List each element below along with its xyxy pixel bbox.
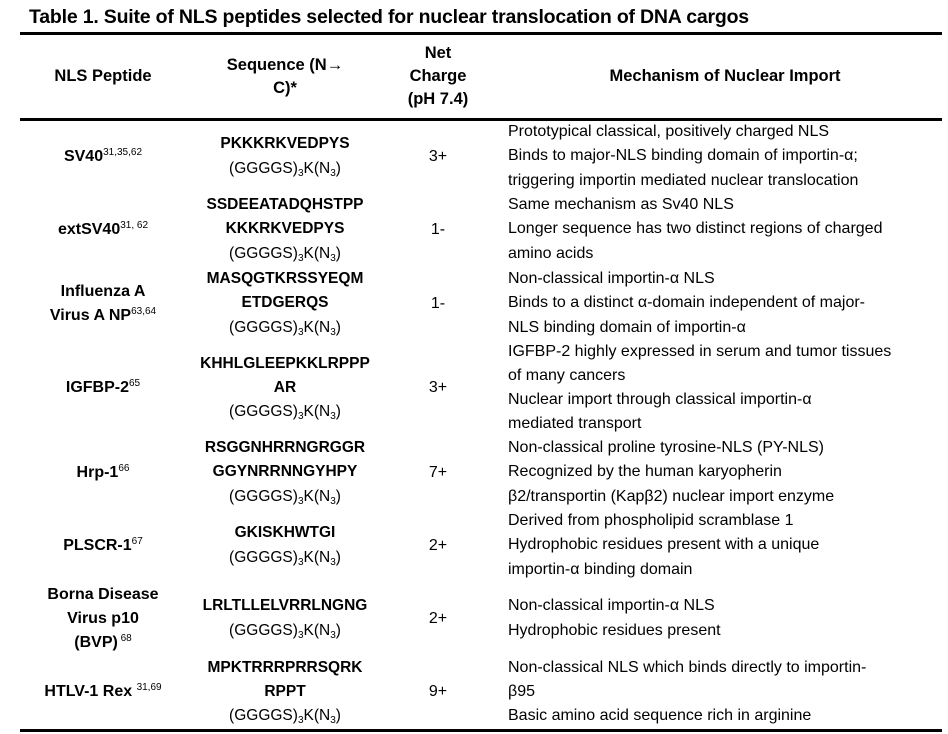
mechanism-line: β2/transportin (Kapβ2) nuclear import enzyme (508, 487, 835, 505)
reference-superscript: 67 (131, 535, 143, 547)
mechanism-line: importin-α binding domain (508, 560, 693, 578)
peptide-name-cell (20, 192, 186, 267)
sequence-cell (186, 121, 384, 192)
mechanism-line: Same mechanism as Sv40 NLS (508, 196, 734, 214)
subscript: 3 (330, 556, 336, 568)
mechanism-cell (508, 121, 942, 192)
table-row (20, 121, 942, 192)
reference-superscript: 31,35,62 (103, 146, 143, 158)
peptide-name-line: Virus p10 (67, 609, 139, 627)
peptide-name-line: (BVP) $^{68}$ (74, 632, 132, 651)
subscript: 3 (330, 629, 336, 641)
reference-superscript: 31, 62 (120, 219, 149, 231)
subscript: 3 (330, 495, 336, 507)
mechanism-cell (508, 655, 942, 729)
net-charge-value: 9+ (428, 683, 448, 700)
net-charge-value: 7+ (428, 463, 448, 481)
peptide-name-cell (20, 582, 186, 655)
subscript: 3 (297, 629, 304, 641)
linker-line: $(GGGGS)_3K(N_3)$ (229, 707, 341, 727)
net-charge-value: 1- (430, 294, 446, 312)
mechanism-line: Binds to a distinct α-domain independent of major- (508, 294, 865, 312)
sequence-cell (186, 192, 384, 267)
sequence-line: MPKTRRRPRRSQRK (207, 658, 363, 676)
peptide-name-line: Borna Disease (47, 585, 159, 603)
sequence-line: GKISKHWTGI (234, 524, 336, 542)
net-charge-cell (384, 192, 492, 267)
sequence-cell (186, 509, 384, 582)
net-charge-value: 2+ (428, 609, 448, 627)
reference-superscript: 31,69 (136, 682, 162, 693)
table-row (20, 509, 942, 582)
sequence-line: KHHLGLEEPKKLRPPP (200, 354, 370, 372)
table-title: Table 1. Suite of NLS peptides selected for nuclear translocation of DNA cargos (29, 6, 749, 28)
table-row (20, 267, 942, 340)
mechanism-cell (508, 267, 942, 340)
header-sequence: Sequence (N→ C)* (226, 55, 344, 97)
mechanism-line: Longer sequence has two distinct regions of charged (508, 220, 883, 238)
net-charge-value: 2+ (428, 536, 448, 554)
sequence-line: LRLTLLELVRRLNGNG (202, 597, 368, 615)
peptide-name-line: SV40$^{31,35,62}$ (63, 146, 143, 165)
mechanism-line: Non-classical importin-α NLS (508, 270, 715, 288)
table-row (20, 192, 942, 267)
sequence-line: AR (273, 378, 297, 396)
sequence-line: PKKKRKVEDPYS (220, 135, 350, 153)
mechanism-line: IGFBP-2 highly expressed in serum and tumor tissues (508, 342, 892, 360)
net-charge-cell (384, 582, 492, 655)
table-row (20, 436, 942, 509)
header-mechanism: Mechanism of Nuclear Import (609, 67, 841, 85)
peptide-name-line: HTLV-1 Rex $^{31,69}$ (44, 682, 162, 700)
linker-line: $(GGGGS)_3K(N_3)$ (229, 403, 341, 423)
table-row (20, 655, 942, 729)
subscript: 3 (297, 252, 304, 264)
header-net-charge: Net Charge (pH 7.4) (407, 44, 469, 108)
peptide-name-cell (20, 121, 186, 192)
peptide-name-line: IGFBP-$2^{65}$ (65, 378, 141, 396)
linker-line: $(GGGGS)_3K(N_3)$ (229, 244, 341, 264)
mechanism-line: amino acids (508, 244, 594, 262)
sequence-line: ETDGERQS (241, 294, 329, 312)
sequence-line: RPPT (264, 682, 306, 700)
mechanism-line: Hydrophobic residues present with a unique (508, 536, 820, 554)
mechanism-line: mediated transport (508, 415, 642, 433)
mechanism-line: β95 (508, 682, 535, 700)
mechanism-cell (508, 582, 942, 655)
peptide-name-cell (20, 340, 186, 436)
reference-superscript: 65 (129, 378, 141, 389)
mechanism-line: Binds to major-NLS binding domain of importin-α; (508, 147, 858, 165)
subscript: 3 (297, 556, 304, 568)
linker-line: $(GGGGS)_3K(N_3)$ (229, 159, 341, 179)
net-charge-cell (384, 267, 492, 340)
net-charge-value: 3+ (428, 379, 448, 396)
reference-superscript: 68 (117, 632, 132, 644)
sequence-line: RSGGNHRRNGRGGR (204, 439, 366, 457)
net-charge-cell (384, 121, 492, 192)
sequence-cell (186, 436, 384, 509)
mechanism-cell (508, 192, 942, 267)
header-peptide: NLS Peptide (54, 67, 152, 85)
table-row (20, 340, 942, 436)
peptide-name-cell (20, 655, 186, 729)
net-charge-cell (384, 509, 492, 582)
net-charge-value: 1- (430, 220, 446, 238)
reference-superscript: 63,64 (131, 305, 157, 317)
sequence-cell (186, 582, 384, 655)
mechanism-cell (508, 340, 942, 436)
mechanism-cell (508, 436, 942, 509)
table-bottom-rule (20, 729, 942, 732)
peptide-name-line: Hrp-$1^{66}$ (76, 462, 130, 481)
sequence-line: KKKRKVEDPYS (225, 220, 345, 238)
subscript: 3 (297, 167, 304, 179)
mechanism-line: Basic amino acid sequence rich in arginine (508, 707, 812, 725)
subscript: 3 (330, 326, 336, 338)
mechanism-line: Non-classical importin-α NLS (508, 597, 715, 615)
sequence-line: GGYNRRNNGYHPY (212, 463, 358, 481)
net-charge-cell (384, 436, 492, 509)
mechanism-line: Non-classical proline tyrosine-NLS (PY-NLS) (508, 439, 824, 457)
mechanism-line: Derived from phospholipid scramblase 1 (508, 512, 794, 530)
net-charge-cell (384, 655, 492, 729)
mechanism-line: triggering importin mediated nuclear translocation (508, 171, 859, 189)
subscript: 3 (297, 715, 304, 727)
subscript: 3 (297, 326, 304, 338)
peptide-name-cell (20, 436, 186, 509)
peptide-name-line: PLSCR-$1^{67}$ (63, 535, 143, 554)
mechanism-line: Hydrophobic residues present (508, 621, 721, 639)
linker-line: $(GGGGS)_3K(N_3)$ (229, 621, 341, 641)
reference-superscript: 66 (118, 462, 130, 474)
mechanism-line: Nuclear import through classical importin-α (508, 391, 812, 408)
linker-line: $(GGGGS)_3K(N_3)$ (229, 487, 341, 507)
mechanism-cell (508, 509, 942, 582)
peptide-name-line: Influenza A (60, 282, 146, 300)
peptide-name-cell (20, 509, 186, 582)
peptide-name-line: Virus A NP$^{63,64}$ (49, 305, 157, 324)
peptide-name-line: extSV40$^{31, 62}$ (57, 219, 149, 238)
sequence-line: SSDEEATADQHSTPP (206, 196, 364, 214)
linker-line: $(GGGGS)_3K(N_3)$ (229, 548, 341, 568)
mechanism-line: of many cancers (508, 366, 626, 384)
peptide-name-cell (20, 267, 186, 340)
subscript: 3 (297, 495, 304, 507)
mechanism-line: Prototypical classical, positively charged NLS (508, 123, 830, 141)
mechanism-line: Non-classical NLS which binds directly to importin- (508, 658, 867, 676)
sequence-cell (186, 655, 384, 729)
subscript: 3 (297, 411, 304, 423)
sequence-line: MASQGTKRSSYEQM (206, 270, 364, 288)
linker-line: $(GGGGS)_3K(N_3)$ (229, 318, 341, 338)
net-charge-value: 3+ (428, 147, 448, 165)
subscript: 3 (330, 715, 336, 727)
subscript: 3 (330, 252, 336, 264)
table-row (20, 582, 942, 655)
net-charge-cell (384, 340, 492, 436)
sequence-cell (186, 340, 384, 436)
subscript: 3 (330, 411, 336, 423)
sequence-cell (186, 267, 384, 340)
mechanism-line: Recognized by the human karyopherin (508, 463, 782, 481)
subscript: 3 (330, 167, 336, 179)
mechanism-line: NLS binding domain of importin-α (508, 318, 746, 336)
